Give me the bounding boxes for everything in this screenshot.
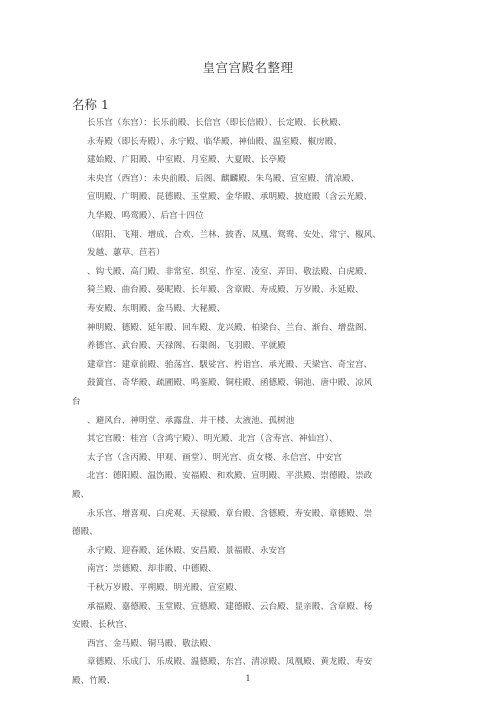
body-line: 其它宫殿：桂宫（含鸿宁殿）、明光殿、北宫（含寿宫、神仙宫）、 [87,434,338,445]
body-line: 德殿、 [72,527,98,538]
document-title: 皇宫宫殿名整理 [202,60,294,75]
body-line: 殿、 [72,490,90,500]
body-line: 神明殿、德殿、延年殿、回车殿、龙兴殿、柏梁台、兰台、渐台、增盘阁、 [87,322,373,333]
body-line: 永宁殿、迎春殿、延休殿、安昌殿、景福殿、永安宫 [87,545,286,556]
body-line: 永乐宫、增喜观、白虎观、天禄殿、章台殿、含德殿、寿安殿、章德殿、崇 [87,508,373,519]
body-line: 承福殿、嘉德殿、玉堂殿、宣德殿、建德殿、云台殿、显亲殿、含章殿、杨 [87,601,373,612]
body-line: 长乐宫（东宫）：长乐前殿、长信宫（即长信殿）、长定殿、长秋殿、 [87,118,347,128]
body-line: 九华殿、鸣鸾殿）、后宫十四位 [87,211,204,221]
body-line: 、避风台、神明堂、承露盘、井干楼、太液池、孤树池 [87,415,295,426]
body-line: （昭阳、飞翔、增成、合欢、兰林、披香、凤凰、鸳鸯、安处、常宁、椒风、 [87,229,381,240]
body-line: 南宫：崇德殿、却非殿、中德殿、 [87,564,217,575]
body-line: 章德殿、乐成门、乐成殿、温德殿、东宫、清凉殿、凤凰殿、黄龙殿、寿安 [87,657,373,668]
body-line: 太子宫（含丙殿、甲观、画堂）、明光宫、贞女楼、永信宫、中安宫 [87,452,343,463]
body-line: 养德宫、武台殿、天禄阁、石渠阁、飞羽殿、平就殿 [87,341,286,352]
section-heading: 名称 1 [72,97,109,112]
body-line: 未央宫（西宫）：未央前殿、后阁、麒麟殿、朱鸟殿、宣室殿、清凉殿、 [87,173,360,184]
page-number: 1 [245,674,251,683]
body-line: 台 [72,397,81,407]
body-line: 猗兰殿、曲台殿、晏昵殿、长年殿、含章殿、寿成殿、万岁殿、永延殿、 [87,285,364,296]
body-line: 西宫、金马殿、铜马殿、敬法殿、 [87,638,217,649]
body-line: 宣明殿、广明殿、昆德殿、玉堂殿、金华殿、承明殿、披庭殿（含云光殿、 [87,192,373,203]
body-line: 鼓簧宫、奇华殿、疏圃殿、鸣銮殿、铜柱殿、函德殿、铜池、唐中殿、凉风 [87,378,373,389]
body-line: 建始殿、广阳殿、中室殿、月室殿、大夏殿、长亭殿 [87,155,286,166]
body-line: 千秋万岁殿、平朔殿、明光殿、宣室殿、 [87,583,243,593]
body-line: 发越、蕙草、苣若） [87,248,165,259]
body-line: 、钩弋殿、高门殿、非常室、织室、作室、凌室、弄田、敬法殿、白虎殿、 [87,266,373,277]
body-line: 北宫：德阳殿、温饬殿、安福殿、和欢殿、宣明殿、平洪殿、崇德殿、崇政 [87,471,373,482]
body-line: 安殿、长秋宫、 [72,620,133,631]
body-line: 寿安殿、东明殿、金马殿、大秘殿、 [87,304,226,314]
body-line: 殿、竹殿、 [72,676,116,686]
body-line: 建章宫：建章前殿、骀荡宫、馺娑宫、枍诣宫、承光殿、天梁宫、奇宝宫、 [87,359,373,370]
body-line: 永寿殿（即长寿殿）、永宁殿、临华殿、神仙殿、温室殿、椒房殿、 [87,136,343,147]
